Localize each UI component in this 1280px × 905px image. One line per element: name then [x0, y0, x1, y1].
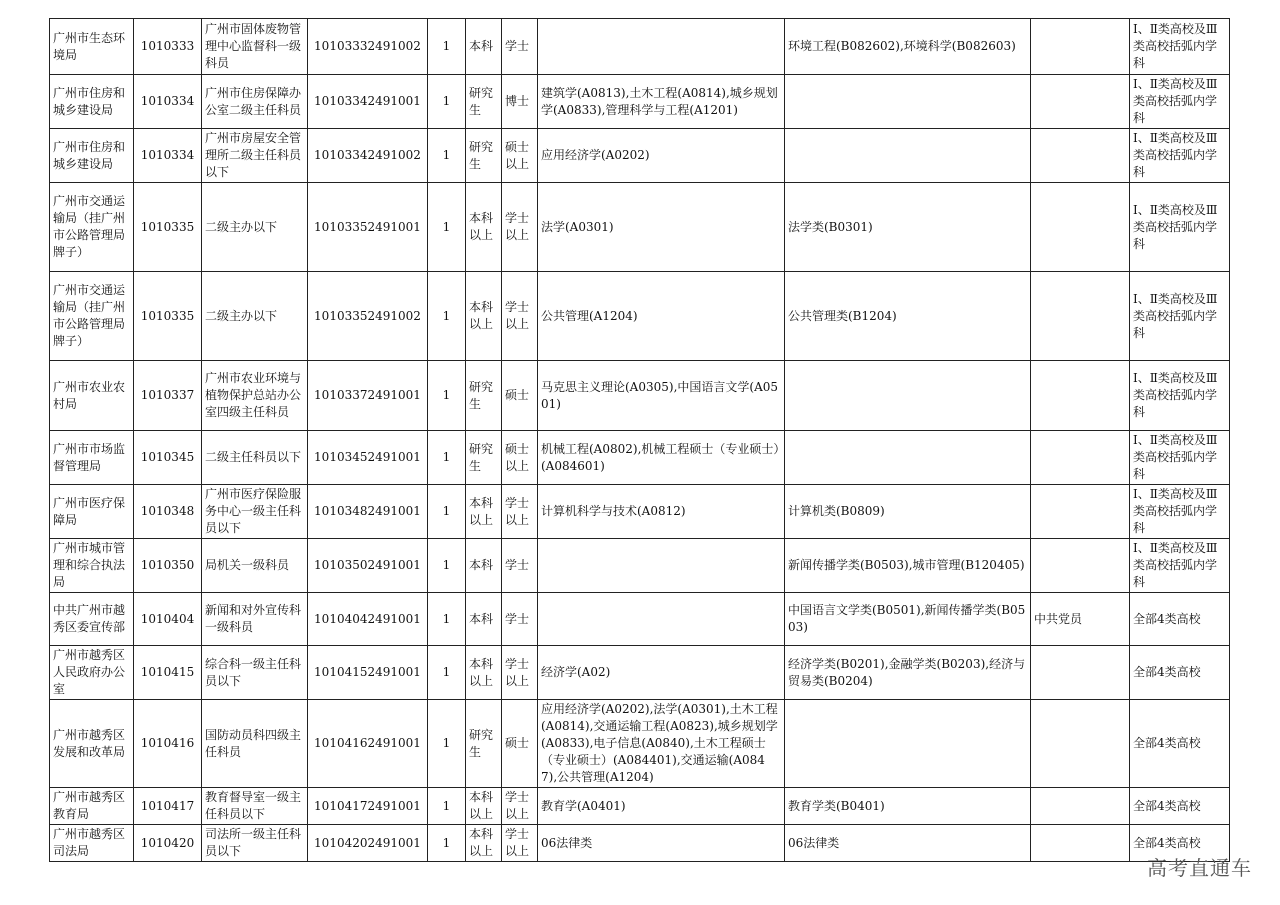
undergraduate-major-cell	[785, 700, 1031, 788]
degree-cell: 学士以上	[502, 485, 538, 539]
graduate-major-cell	[538, 539, 785, 593]
degree-cell: 学士以上	[502, 272, 538, 361]
politics-cell	[1031, 539, 1130, 593]
school-cell: Ⅰ、Ⅱ类高校及Ⅲ类高校括弧内学科	[1130, 19, 1230, 75]
degree-cell: 硕士	[502, 361, 538, 431]
politics-cell	[1031, 431, 1130, 485]
count-cell: 1	[428, 361, 466, 431]
graduate-major-cell: 计算机科学与技术(A0812)	[538, 485, 785, 539]
position-cell: 司法所一级主任科员以下	[202, 825, 308, 862]
school-cell: 全部4类高校	[1130, 646, 1230, 700]
undergraduate-major-cell: 中国语言文学类(B0501),新闻传播学类(B0503)	[785, 593, 1031, 646]
code-cell: 1010334	[134, 129, 202, 183]
education-cell: 研究生	[466, 700, 502, 788]
undergraduate-major-cell: 06法律类	[785, 825, 1031, 862]
position-code-cell: 10103452491001	[308, 431, 428, 485]
code-cell: 1010337	[134, 361, 202, 431]
position-code-cell: 10103352491001	[308, 183, 428, 272]
graduate-major-cell	[538, 19, 785, 75]
school-cell: Ⅰ、Ⅱ类高校及Ⅲ类高校括弧内学科	[1130, 431, 1230, 485]
count-cell: 1	[428, 431, 466, 485]
code-cell: 1010420	[134, 825, 202, 862]
table-row	[50, 539, 1230, 593]
recruitment-table	[49, 18, 1230, 862]
position-cell: 广州市房屋安全管理所二级主任科员以下	[202, 129, 308, 183]
position-code-cell: 10104152491001	[308, 646, 428, 700]
undergraduate-major-cell: 经济学类(B0201),金融学类(B0203),经济与贸易类(B0204)	[785, 646, 1031, 700]
dept-cell: 广州市交通运输局（挂广州市公路管理局牌子）	[50, 272, 134, 361]
education-cell: 本科	[466, 593, 502, 646]
count-cell: 1	[428, 646, 466, 700]
graduate-major-cell: 经济学(A02)	[538, 646, 785, 700]
count-cell: 1	[428, 19, 466, 75]
degree-cell: 硕士以上	[502, 129, 538, 183]
code-cell: 1010348	[134, 485, 202, 539]
dept-cell: 广州市越秀区人民政府办公室	[50, 646, 134, 700]
watermark-logo: 高考直通车	[1147, 856, 1252, 880]
politics-cell	[1031, 19, 1130, 75]
school-cell: Ⅰ、Ⅱ类高校及Ⅲ类高校括弧内学科	[1130, 539, 1230, 593]
politics-cell	[1031, 788, 1130, 825]
position-code-cell: 10103372491001	[308, 361, 428, 431]
undergraduate-major-cell: 新闻传播学类(B0503),城市管理(B120405)	[785, 539, 1031, 593]
position-code-cell: 10103502491001	[308, 539, 428, 593]
graduate-major-cell	[538, 593, 785, 646]
position-cell: 二级主任科员以下	[202, 431, 308, 485]
education-cell: 研究生	[466, 129, 502, 183]
position-code-cell: 10103482491001	[308, 485, 428, 539]
code-cell: 1010335	[134, 272, 202, 361]
table-row	[50, 825, 1230, 862]
count-cell: 1	[428, 700, 466, 788]
code-cell: 1010417	[134, 788, 202, 825]
position-cell: 国防动员科四级主任科员	[202, 700, 308, 788]
table-row	[50, 183, 1230, 272]
degree-cell: 学士以上	[502, 183, 538, 272]
undergraduate-major-cell: 法学类(B0301)	[785, 183, 1031, 272]
position-cell: 广州市医疗保险服务中心一级主任科员以下	[202, 485, 308, 539]
school-cell: Ⅰ、Ⅱ类高校及Ⅲ类高校括弧内学科	[1130, 361, 1230, 431]
undergraduate-major-cell: 计算机类(B0809)	[785, 485, 1031, 539]
position-cell: 二级主办以下	[202, 183, 308, 272]
graduate-major-cell: 建筑学(A0813),土木工程(A0814),城乡规划学(A0833),管理科学与工程(A1201)	[538, 75, 785, 129]
table-row	[50, 431, 1230, 485]
degree-cell: 学士	[502, 19, 538, 75]
undergraduate-major-cell: 公共管理类(B1204)	[785, 272, 1031, 361]
undergraduate-major-cell: 教育学类(B0401)	[785, 788, 1031, 825]
school-cell: Ⅰ、Ⅱ类高校及Ⅲ类高校括弧内学科	[1130, 272, 1230, 361]
dept-cell: 广州市越秀区司法局	[50, 825, 134, 862]
code-cell: 1010415	[134, 646, 202, 700]
position-code-cell: 10103332491002	[308, 19, 428, 75]
politics-cell	[1031, 129, 1130, 183]
table-row	[50, 788, 1230, 825]
education-cell: 本科	[466, 539, 502, 593]
position-cell: 新闻和对外宣传科一级科员	[202, 593, 308, 646]
education-cell: 本科以上	[466, 272, 502, 361]
position-code-cell: 10103352491002	[308, 272, 428, 361]
politics-cell	[1031, 646, 1130, 700]
position-code-cell: 10103342491001	[308, 75, 428, 129]
position-code-cell: 10104202491001	[308, 825, 428, 862]
count-cell: 1	[428, 825, 466, 862]
dept-cell: 广州市住房和城乡建设局	[50, 129, 134, 183]
count-cell: 1	[428, 272, 466, 361]
table-row	[50, 129, 1230, 183]
graduate-major-cell: 教育学(A0401)	[538, 788, 785, 825]
graduate-major-cell: 公共管理(A1204)	[538, 272, 785, 361]
degree-cell: 硕士以上	[502, 431, 538, 485]
degree-cell: 学士以上	[502, 825, 538, 862]
code-cell: 1010350	[134, 539, 202, 593]
code-cell: 1010404	[134, 593, 202, 646]
degree-cell: 学士	[502, 539, 538, 593]
code-cell: 1010416	[134, 700, 202, 788]
politics-cell	[1031, 361, 1130, 431]
education-cell: 本科以上	[466, 825, 502, 862]
code-cell: 1010335	[134, 183, 202, 272]
school-cell: 全部4类高校	[1130, 825, 1230, 862]
position-cell: 二级主办以下	[202, 272, 308, 361]
graduate-major-cell: 法学(A0301)	[538, 183, 785, 272]
education-cell: 研究生	[466, 361, 502, 431]
politics-cell: 中共党员	[1031, 593, 1130, 646]
graduate-major-cell: 马克思主义理论(A0305),中国语言文学(A0501)	[538, 361, 785, 431]
count-cell: 1	[428, 539, 466, 593]
undergraduate-major-cell	[785, 431, 1031, 485]
undergraduate-major-cell	[785, 75, 1031, 129]
position-cell: 广州市农业环境与植物保护总站办公室四级主任科员	[202, 361, 308, 431]
dept-cell: 广州市城市管理和综合执法局	[50, 539, 134, 593]
dept-cell: 广州市住房和城乡建设局	[50, 75, 134, 129]
undergraduate-major-cell	[785, 129, 1031, 183]
education-cell: 研究生	[466, 431, 502, 485]
education-cell: 研究生	[466, 75, 502, 129]
dept-cell: 广州市交通运输局（挂广州市公路管理局牌子）	[50, 183, 134, 272]
count-cell: 1	[428, 183, 466, 272]
dept-cell: 中共广州市越秀区委宣传部	[50, 593, 134, 646]
position-code-cell: 10104172491001	[308, 788, 428, 825]
count-cell: 1	[428, 593, 466, 646]
graduate-major-cell: 应用经济学(A0202)	[538, 129, 785, 183]
position-code-cell: 10104162491001	[308, 700, 428, 788]
dept-cell: 广州市农业农村局	[50, 361, 134, 431]
education-cell: 本科以上	[466, 788, 502, 825]
dept-cell: 广州市越秀区发展和改革局	[50, 700, 134, 788]
count-cell: 1	[428, 485, 466, 539]
position-cell: 广州市住房保障办公室二级主任科员	[202, 75, 308, 129]
education-cell: 本科	[466, 19, 502, 75]
education-cell: 本科以上	[466, 646, 502, 700]
dept-cell: 广州市生态环境局	[50, 19, 134, 75]
school-cell: 全部4类高校	[1130, 788, 1230, 825]
politics-cell	[1031, 485, 1130, 539]
politics-cell	[1031, 825, 1130, 862]
graduate-major-cell: 应用经济学(A0202),法学(A0301),土木工程(A0814),交通运输工程(A0823),城乡规划学(A0833),电子信息(A0840),土木工程硕士（专业硕士）(A084401),交通运输(A0847),公共管理(A1204)	[538, 700, 785, 788]
count-cell: 1	[428, 788, 466, 825]
dept-cell: 广州市医疗保障局	[50, 485, 134, 539]
school-cell: Ⅰ、Ⅱ类高校及Ⅲ类高校括弧内学科	[1130, 129, 1230, 183]
position-cell: 广州市固体废物管理中心监督科一级科员	[202, 19, 308, 75]
table-row	[50, 75, 1230, 129]
degree-cell: 硕士	[502, 700, 538, 788]
table-body	[50, 19, 1230, 862]
graduate-major-cell: 机械工程(A0802),机械工程硕士（专业硕士）(A084601)	[538, 431, 785, 485]
position-cell: 局机关一级科员	[202, 539, 308, 593]
code-cell: 1010345	[134, 431, 202, 485]
undergraduate-major-cell: 环境工程(B082602),环境科学(B082603)	[785, 19, 1031, 75]
code-cell: 1010334	[134, 75, 202, 129]
undergraduate-major-cell	[785, 361, 1031, 431]
table-row	[50, 593, 1230, 646]
table-row	[50, 361, 1230, 431]
code-cell: 1010333	[134, 19, 202, 75]
school-cell: 全部4类高校	[1130, 593, 1230, 646]
school-cell: Ⅰ、Ⅱ类高校及Ⅲ类高校括弧内学科	[1130, 75, 1230, 129]
count-cell: 1	[428, 129, 466, 183]
table-row	[50, 485, 1230, 539]
table-row	[50, 19, 1230, 75]
position-cell: 教育督导室一级主任科员以下	[202, 788, 308, 825]
position-cell: 综合科一级主任科员以下	[202, 646, 308, 700]
school-cell: Ⅰ、Ⅱ类高校及Ⅲ类高校括弧内学科	[1130, 183, 1230, 272]
dept-cell: 广州市市场监督管理局	[50, 431, 134, 485]
education-cell: 本科以上	[466, 183, 502, 272]
degree-cell: 博士	[502, 75, 538, 129]
graduate-major-cell: 06法律类	[538, 825, 785, 862]
politics-cell	[1031, 700, 1130, 788]
politics-cell	[1031, 75, 1130, 129]
school-cell: 全部4类高校	[1130, 700, 1230, 788]
school-cell: Ⅰ、Ⅱ类高校及Ⅲ类高校括弧内学科	[1130, 485, 1230, 539]
degree-cell: 学士以上	[502, 646, 538, 700]
position-code-cell: 10104042491001	[308, 593, 428, 646]
dept-cell: 广州市越秀区教育局	[50, 788, 134, 825]
education-cell: 本科以上	[466, 485, 502, 539]
politics-cell	[1031, 183, 1130, 272]
position-code-cell: 10103342491002	[308, 129, 428, 183]
degree-cell: 学士	[502, 593, 538, 646]
table-row	[50, 646, 1230, 700]
table-row	[50, 700, 1230, 788]
degree-cell: 学士以上	[502, 788, 538, 825]
table-row	[50, 272, 1230, 361]
count-cell: 1	[428, 75, 466, 129]
politics-cell	[1031, 272, 1130, 361]
